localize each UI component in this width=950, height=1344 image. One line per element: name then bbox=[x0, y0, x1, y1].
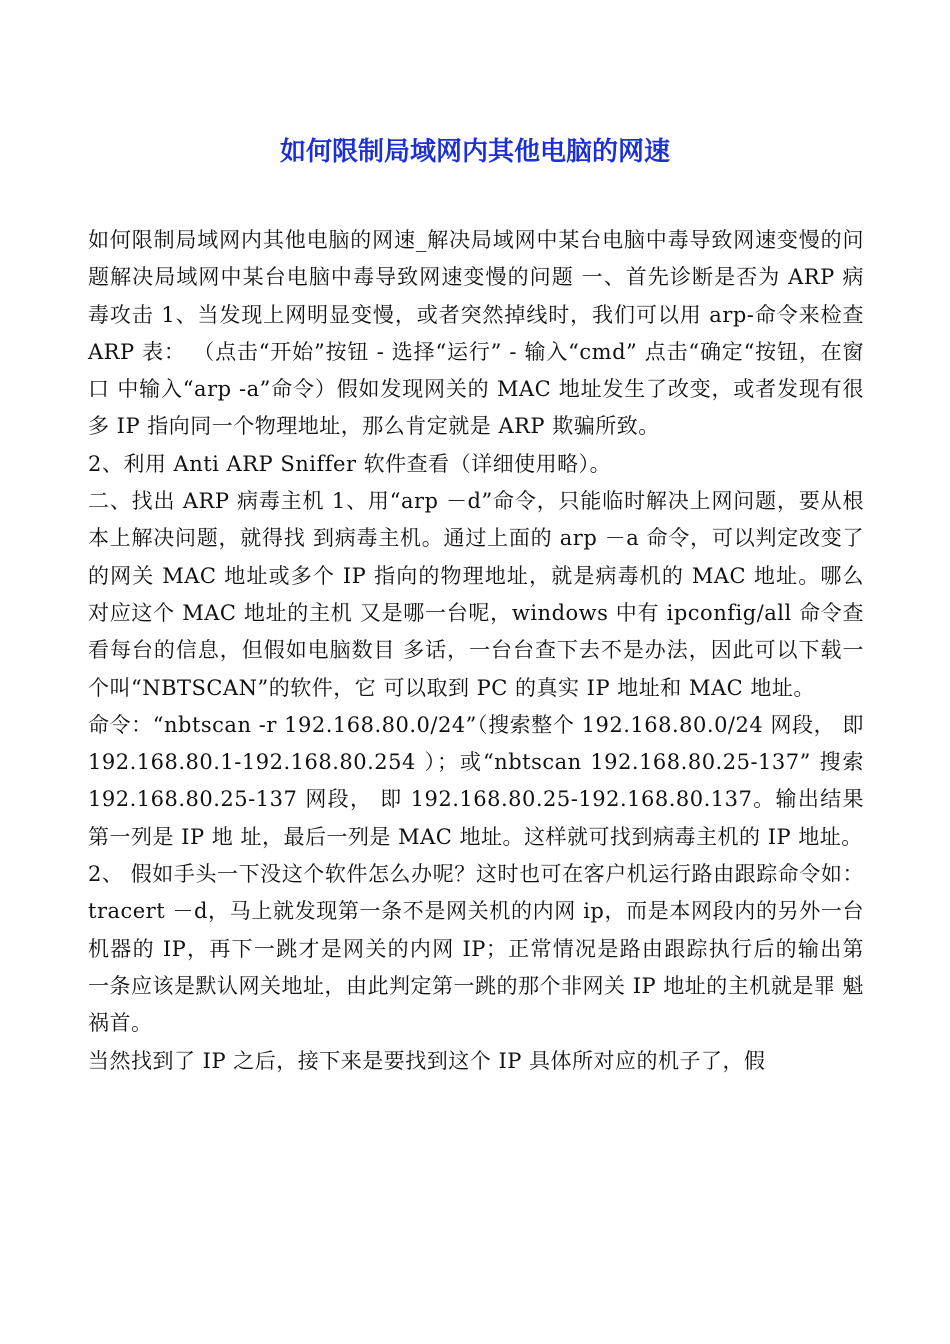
paragraph-find-machine: 当然找到了 IP 之后，接下来是要找到这个 IP 具体所对应的机子了，假 bbox=[88, 1048, 766, 1073]
paragraph-find-arp-host: 二、找出 ARP 病毒主机 1、用“arp －d”命令，只能临时解决上网问题，要从根本上解决问题，就得找 到病毒主机。通过上面的 arp －a 命令，可以判定改变了的网关 MAC 地址或多个 IP 指向的物理地址，就是病毒机的 MAC 地址。哪么对应这个 MAC 地址的主机 又是哪一台呢，windows 中有 ipconfig/all 命令查看每台的信息，但假如电脑数目 多话，一台台查下去不是办法，因此可以下载一个叫“NBTSCAN”的软件，它 可以取到 PC 的真实 IP 地址和 MAC 地址。 bbox=[88, 489, 864, 700]
paragraph-arp-diagnosis: 如何限制局域网内其他电脑的网速_解决局域网中某台电脑中毒导致网速变慢的问题解决局域网中某台电脑中毒导致网速变慢的问题 一、首先诊断是否为 ARP 病毒攻击 1、当发现上网明显变慢，或者突然掉线时，我们可以用 arp-命令来检查 ARP 表： （点击“开始”按钮 - 选择“运行” - 输入“cmd” 点击“确定“按钮，在窗口 中输入“arp -a”命令）假如发现网关的 MAC 地址发生了改变，或者发现有很多 IP 指向同一个物理地址，那么肯定就是 ARP 欺骗所致。 bbox=[88, 228, 864, 439]
document-body bbox=[88, 222, 864, 1080]
document-title: 如何限制局域网内其他电脑的网速 bbox=[279, 137, 670, 167]
paragraph-tracert: 2、 假如手头一下没这个软件怎么办呢？这时也可在客户机运行路由跟踪命令如： tracert －d，马上就发现第一条不是网关机的内网 ip，而是本网段内的另外一台 机器的 IP，再下一跳才是网关的内网 IP；正常情况是路由跟踪执行后的输出第 一条应该是默认网关地址，由此判定第一跳的那个非网关 IP 地址的主机就是罪 魁祸首。 bbox=[88, 862, 864, 1036]
paragraph-anti-arp-sniffer: 2、利用 Anti ARP Sniffer 软件查看（详细使用略）。 bbox=[88, 451, 612, 476]
paragraph-nbtscan-command: 命令：“nbtscan -r 192.168.80.0/24”（搜索整个 192.168.80.0/24 网段， 即 192.168.80.1-192.168.80.254 ）；或“nbtscan 192.168.80.25-137” 搜索 192.168.80.25-137 网段， 即 192.168.80.25-192.168.80.137。输出结果第一列是 IP 地 址，最后一列是 MAC 地址。这样就可找到病毒主机的 IP 地址。 bbox=[88, 712, 864, 849]
